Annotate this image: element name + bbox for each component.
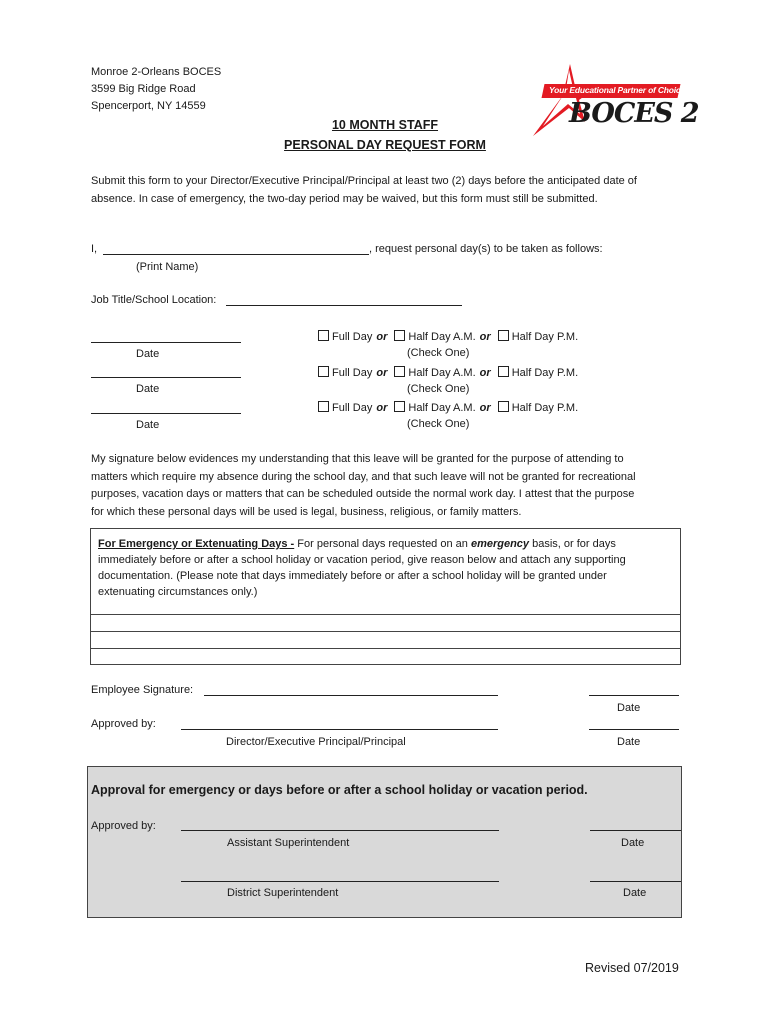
- or-label: or: [376, 331, 388, 343]
- date-field-3[interactable]: [91, 413, 241, 414]
- approval-section: [87, 766, 682, 918]
- signature-statement: [91, 451, 691, 521]
- employee-date-caption: Date: [617, 702, 641, 714]
- checkbox-half-am-3[interactable]: [394, 401, 405, 412]
- reason-row-1[interactable]: [91, 614, 680, 631]
- full-day-label: Full Day: [332, 331, 373, 343]
- half-pm-label: Half Day P.M.: [511, 402, 579, 414]
- emergency-emphasis: emergency: [470, 538, 530, 550]
- form-title-line1: 10 MONTH STAFF: [331, 118, 439, 132]
- full-day-label: Full Day: [332, 367, 373, 379]
- check-one-3: (Check One): [407, 418, 470, 430]
- or-label: or: [479, 367, 491, 379]
- or-label: or: [376, 367, 388, 379]
- day-options-2: [318, 366, 578, 379]
- date-caption-1: Date: [136, 348, 160, 360]
- emergency-line1: [98, 536, 678, 552]
- checkbox-full-day-1[interactable]: [318, 330, 329, 341]
- day-options-1: [318, 330, 578, 343]
- asst-superintendent-date-caption: Date: [621, 837, 645, 849]
- half-pm-label: Half Day P.M.: [511, 367, 579, 379]
- revised-date: Revised 07/2019: [585, 961, 679, 975]
- half-am-label: Half Day A.M.: [408, 331, 476, 343]
- district-superintendent-date-caption: Date: [623, 887, 647, 899]
- org-city: Spencerport, NY 14559: [91, 100, 206, 112]
- employee-signature-label: Employee Signature:: [91, 684, 194, 696]
- district-superintendent-signature-field[interactable]: [181, 881, 499, 882]
- employee-signature-field[interactable]: [204, 695, 498, 696]
- full-day-label: Full Day: [332, 402, 373, 414]
- emergency-line3: documentation. (Please note that days immediately before or after a school holiday will be granted under: [98, 570, 607, 582]
- statement-line2: matters which require my absence during the school day, and that such leave will not be granted for recreational: [91, 470, 636, 483]
- job-title-field[interactable]: [226, 305, 462, 306]
- check-one-2: (Check One): [407, 383, 470, 395]
- checkbox-half-pm-3[interactable]: [498, 401, 509, 412]
- checkbox-half-pm-2[interactable]: [498, 366, 509, 377]
- director-date-field[interactable]: [589, 729, 679, 730]
- org-street: 3599 Big Ridge Road: [91, 83, 196, 95]
- boces2-logo: [525, 62, 699, 140]
- checkbox-full-day-3[interactable]: [318, 401, 329, 412]
- intro-line2: absence. In case of emergency, the two-day period may be waived, but this form must still be submitted.: [91, 192, 598, 205]
- date-field-2[interactable]: [91, 377, 241, 378]
- date-caption-2: Date: [136, 383, 160, 395]
- org-name: Monroe 2-Orleans BOCES: [91, 66, 222, 78]
- district-superintendent-caption: District Superintendent: [227, 887, 339, 899]
- print-name-caption: (Print Name): [136, 261, 199, 273]
- emergency-text2: basis, or for days: [529, 538, 616, 550]
- check-one-1: (Check One): [407, 347, 470, 359]
- date-caption-3: Date: [136, 419, 160, 431]
- logo-wordmark: BOCES 2: [569, 98, 699, 129]
- emergency-text1: For personal days requested on an: [294, 538, 471, 550]
- half-am-label: Half Day A.M.: [408, 367, 476, 379]
- intro-line1: Submit this form to your Director/Executive Principal/Principal at least two (2) days before the anticipated date of: [91, 175, 637, 187]
- half-am-label: Half Day A.M.: [408, 402, 476, 414]
- checkbox-half-pm-1[interactable]: [498, 330, 509, 341]
- emergency-line2: immediately before or after a school holiday or vacation period, give reason below and attach any supporting: [98, 554, 626, 566]
- name-prefix: I,: [91, 243, 98, 255]
- org-address: [91, 64, 221, 115]
- or-label: or: [479, 402, 491, 414]
- checkbox-half-am-1[interactable]: [394, 330, 405, 341]
- intro-text: [91, 173, 691, 208]
- emergency-reason-box: [90, 528, 681, 665]
- or-label: or: [479, 331, 491, 343]
- half-pm-label: Half Day P.M.: [511, 331, 579, 343]
- statement-line4: for which these personal days will be used is legal, business, religious, or family matters.: [91, 505, 522, 518]
- statement-line3: purposes, vacation days or matters that can be scheduled outside the normal work day. I attest that the purpose: [91, 488, 635, 500]
- reason-row-3[interactable]: [91, 648, 680, 664]
- or-label: or: [376, 402, 388, 414]
- job-title-label: Job Title/School Location:: [91, 294, 217, 306]
- director-date-caption: Date: [617, 736, 641, 748]
- logo-tagline: Your Educational Partner of Choice: [549, 85, 685, 95]
- emergency-heading: For Emergency or Extenuating Days -: [98, 538, 295, 550]
- day-options-3: [318, 401, 578, 414]
- employee-date-field[interactable]: [589, 695, 679, 696]
- checkbox-full-day-2[interactable]: [318, 366, 329, 377]
- date-field-1[interactable]: [91, 342, 241, 343]
- approval-approved-by-label: Approved by:: [91, 820, 156, 832]
- director-signature-field[interactable]: [181, 729, 498, 730]
- district-superintendent-date-field[interactable]: [590, 881, 681, 882]
- director-caption: Director/Executive Principal/Principal: [226, 736, 406, 748]
- emergency-instructions: [98, 536, 678, 600]
- form-title-line2: PERSONAL DAY REQUEST FORM: [284, 138, 486, 152]
- checkbox-half-am-2[interactable]: [394, 366, 405, 377]
- emergency-line4: extenuating circumstances only.): [98, 586, 258, 598]
- asst-superintendent-date-field[interactable]: [590, 830, 681, 831]
- asst-superintendent-caption: Assistant Superintendent: [227, 837, 350, 849]
- name-suffix: , request personal day(s) to be taken as follows:: [369, 243, 603, 255]
- statement-line1: My signature below evidences my understanding that this leave will be granted for the purpose of attending to: [91, 453, 624, 465]
- print-name-field[interactable]: [103, 254, 369, 255]
- approval-heading: Approval for emergency or days before or after a school holiday or vacation period.: [91, 783, 588, 797]
- reason-row-2[interactable]: [91, 631, 680, 648]
- approved-by-label: Approved by:: [91, 718, 156, 730]
- asst-superintendent-signature-field[interactable]: [181, 830, 499, 831]
